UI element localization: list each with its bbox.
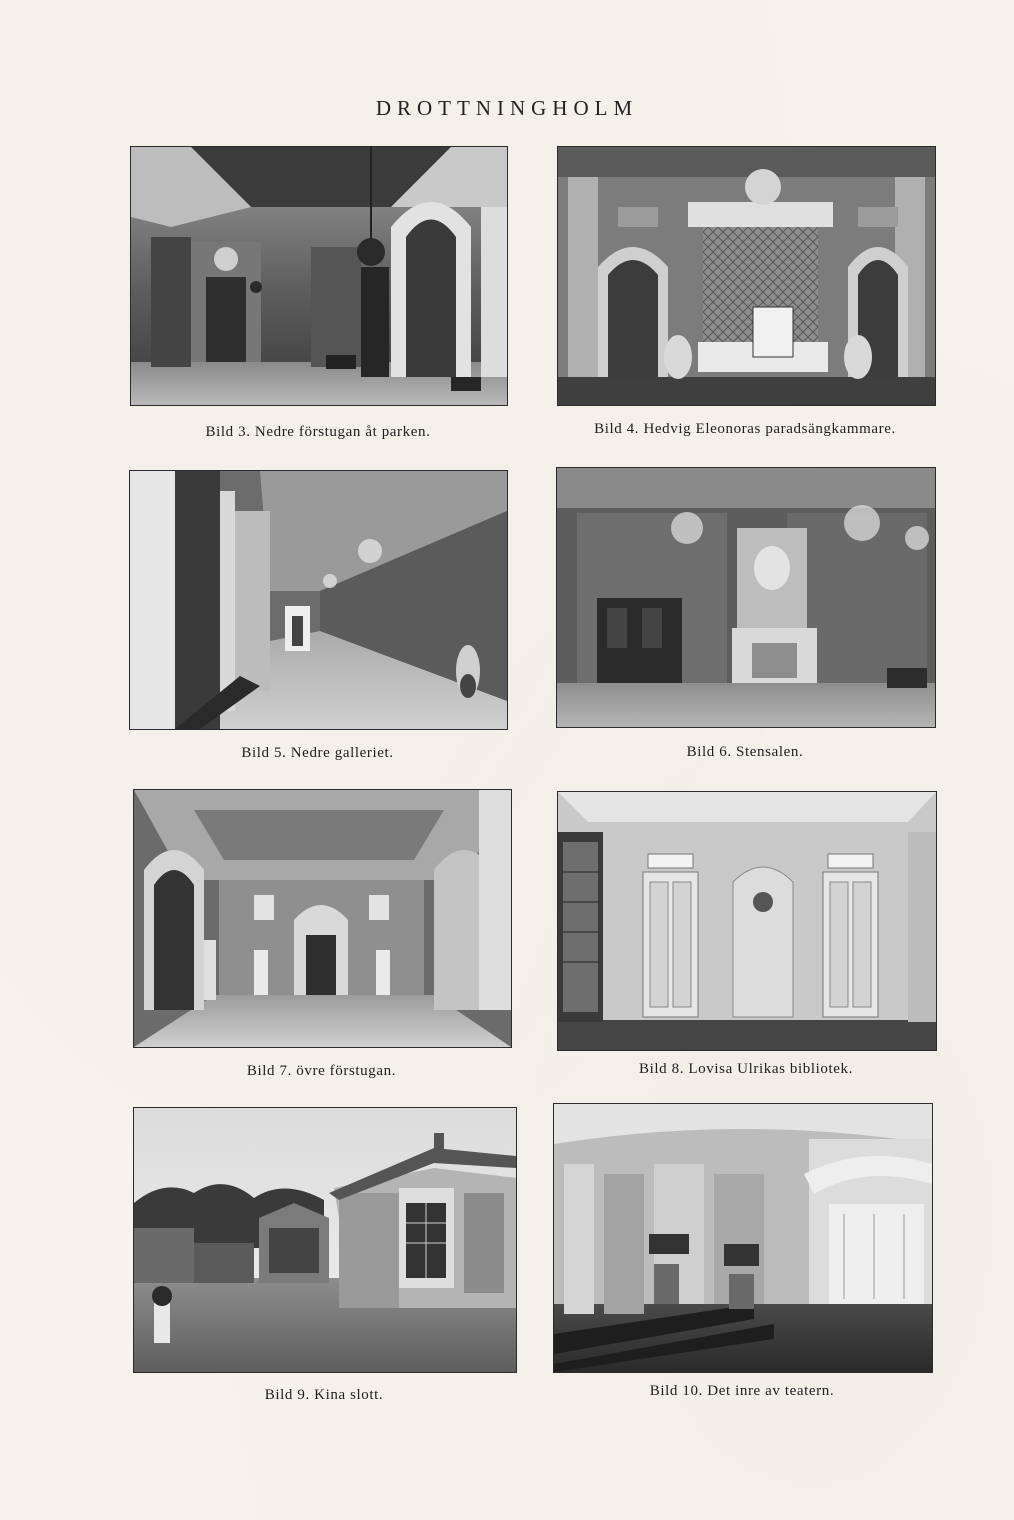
photo-bild-9 <box>134 1108 516 1372</box>
photo-plate-bild-8 <box>557 791 937 1051</box>
photo-bild-3 <box>131 147 507 405</box>
photo-bild-6 <box>557 468 935 727</box>
photo-plate-bild-6 <box>556 467 936 728</box>
photo-plate-bild-3 <box>130 146 508 406</box>
photo-bild-10 <box>554 1104 932 1372</box>
caption-bild-4: Bild 4. Hedvig Eleonoras paradsängkammare. <box>594 421 896 437</box>
caption-bild-10: Bild 10. Det inre av teatern. <box>649 1383 835 1399</box>
caption-bild-3: Bild 3. Nedre förstugan åt parken. <box>205 424 431 440</box>
photo-plate-bild-4 <box>557 146 936 406</box>
page-title: DROTTNINGHOLM <box>375 96 639 120</box>
caption-bild-7: Bild 7. övre förstugan. <box>246 1063 397 1079</box>
caption-bild-6: Bild 6. Stensalen. <box>686 744 804 760</box>
photo-plate-bild-10 <box>553 1103 933 1373</box>
photo-bild-8 <box>558 792 936 1050</box>
photo-bild-4 <box>558 147 935 405</box>
caption-bild-8: Bild 8. Lovisa Ulrikas bibliotek. <box>639 1061 853 1077</box>
caption-bild-9: Bild 9. Kina slott. <box>264 1387 384 1403</box>
photo-bild-7 <box>134 790 511 1047</box>
photo-plate-bild-5 <box>129 470 508 730</box>
photo-plate-bild-9 <box>133 1107 517 1373</box>
caption-bild-5: Bild 5. Nedre galleriet. <box>241 745 394 761</box>
photo-plate-bild-7 <box>133 789 512 1048</box>
photo-bild-5 <box>130 471 507 729</box>
